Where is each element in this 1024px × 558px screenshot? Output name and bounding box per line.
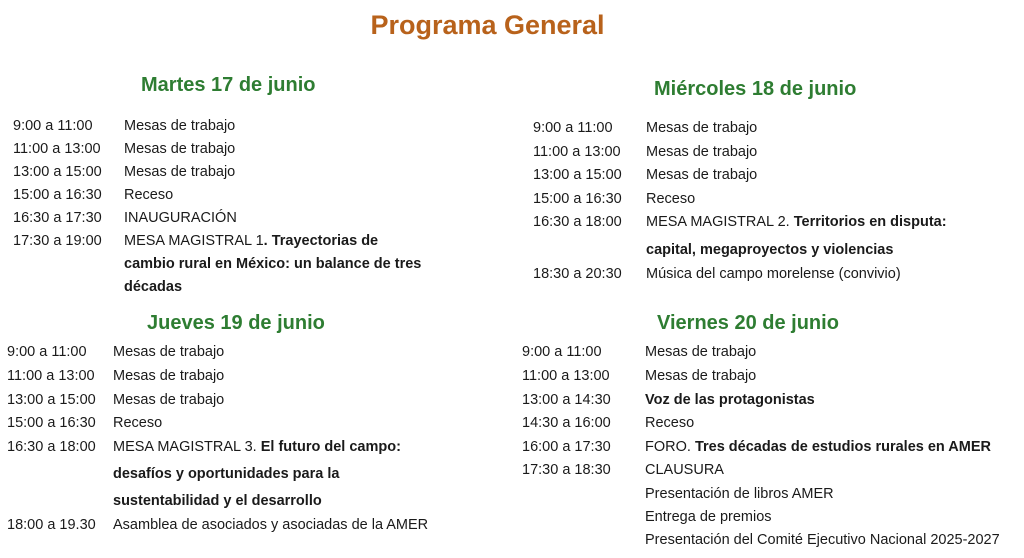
schedule-row-continued xyxy=(124,276,182,299)
schedule-row-continued xyxy=(124,253,421,276)
page-title: Programa General xyxy=(370,10,605,40)
time-slot: 14:30 a 16:00 xyxy=(522,415,611,431)
time-slot: 16:30 a 18:00 xyxy=(7,439,96,455)
schedule-row-continued xyxy=(645,529,1000,552)
activity xyxy=(124,230,378,253)
time-slot: 13:00 a 15:00 xyxy=(533,167,622,183)
activity: Receso xyxy=(646,191,696,207)
activity: Mesas de trabajo xyxy=(646,167,758,183)
activity xyxy=(645,436,991,459)
day-heading-viernes: Viernes 20 de junio xyxy=(657,312,839,334)
activity-title: desafíos y oportunidades para la xyxy=(113,466,340,482)
time-slot: 11:00 a 13:00 xyxy=(533,144,621,160)
time-slot: 9:00 a 11:00 xyxy=(13,118,93,134)
time-slot: 16:00 a 17:30 xyxy=(522,439,611,455)
activity: Mesas de trabajo xyxy=(646,120,758,136)
activity: CLAUSURA xyxy=(645,462,724,478)
activity: INAUGURACIÓN xyxy=(124,210,237,226)
schedule-row-continued xyxy=(646,239,893,262)
activity: Mesas de trabajo xyxy=(645,368,757,384)
activity-subitem: Presentación del Comité Ejecutivo Nacional 2025-2027 xyxy=(645,532,1000,548)
time-slot: 11:00 a 13:00 xyxy=(522,368,610,384)
activity-prefix: MESA MAGISTRAL 1 xyxy=(124,233,264,249)
time-slot: 16:30 a 18:00 xyxy=(533,214,622,230)
time-slot: 17:30 a 19:00 xyxy=(13,233,102,249)
activity xyxy=(113,436,401,459)
activity: Mesas de trabajo xyxy=(113,392,225,408)
activity: Receso xyxy=(124,187,174,203)
activity: Asamblea de asociados y asociadas de la AMER xyxy=(113,517,429,533)
activity-prefix: FORO. xyxy=(645,439,695,455)
activity: Voz de las protagonistas xyxy=(645,392,815,408)
time-slot: 13:00 a 15:00 xyxy=(13,164,102,180)
time-slot: 17:30 a 18:30 xyxy=(522,462,611,478)
time-slot: 15:00 a 16:30 xyxy=(533,191,622,207)
time-slot: 13:00 a 15:00 xyxy=(7,392,96,408)
activity: Receso xyxy=(113,415,163,431)
time-slot: 15:00 a 16:30 xyxy=(7,415,96,431)
activity: Mesas de trabajo xyxy=(646,144,758,160)
activity: Música del campo morelense (convivio) xyxy=(646,266,901,282)
activity-title: El futuro del campo: xyxy=(260,439,401,455)
activity: Receso xyxy=(645,415,695,431)
time-slot: 9:00 a 11:00 xyxy=(533,120,613,136)
schedule-row-continued xyxy=(645,483,834,506)
time-slot: 15:00 a 16:30 xyxy=(13,187,102,203)
activity-title: sustentabilidad y el desarrollo xyxy=(113,493,322,509)
time-slot: 9:00 a 11:00 xyxy=(522,344,602,360)
activity: Mesas de trabajo xyxy=(113,344,225,360)
activity: Mesas de trabajo xyxy=(113,368,225,384)
activity: Mesas de trabajo xyxy=(124,141,236,157)
time-slot: 16:30 a 17:30 xyxy=(13,210,102,226)
time-slot: 11:00 a 13:00 xyxy=(7,368,95,384)
activity xyxy=(646,211,947,234)
schedule-row-continued xyxy=(113,490,322,513)
day-heading-jueves: Jueves 19 de junio xyxy=(147,312,325,334)
day-heading-martes: Martes 17 de junio xyxy=(141,74,316,96)
activity-subitem: Entrega de premios xyxy=(645,509,772,525)
activity-title: Tres décadas de estudios rurales en AMER xyxy=(694,439,991,455)
time-slot: 9:00 a 11:00 xyxy=(7,344,87,360)
activity: Mesas de trabajo xyxy=(645,344,757,360)
activity-title: Territorios en disputa: xyxy=(793,214,947,230)
activity-title: cambio rural en México: un balance de tres xyxy=(124,256,422,272)
time-slot: 11:00 a 13:00 xyxy=(13,141,101,157)
activity-title: . Trayectorias de xyxy=(263,233,379,249)
activity-subitem: Presentación de libros AMER xyxy=(645,486,834,502)
activity-title: capital, megaproyectos y violencias xyxy=(646,242,894,258)
activity: Mesas de trabajo xyxy=(124,164,236,180)
time-slot: 18:30 a 20:30 xyxy=(533,266,622,282)
schedule-row-continued xyxy=(645,506,772,529)
activity: Mesas de trabajo xyxy=(124,118,236,134)
activity-prefix: MESA MAGISTRAL 3. xyxy=(113,439,261,455)
activity-prefix: MESA MAGISTRAL 2. xyxy=(646,214,794,230)
day-heading-miercoles: Miércoles 18 de junio xyxy=(654,78,857,100)
schedule-row-continued xyxy=(113,463,339,486)
time-slot: 13:00 a 14:30 xyxy=(522,392,611,408)
activity-title: décadas xyxy=(124,279,183,295)
time-slot: 18:00 a 19.30 xyxy=(7,517,96,533)
